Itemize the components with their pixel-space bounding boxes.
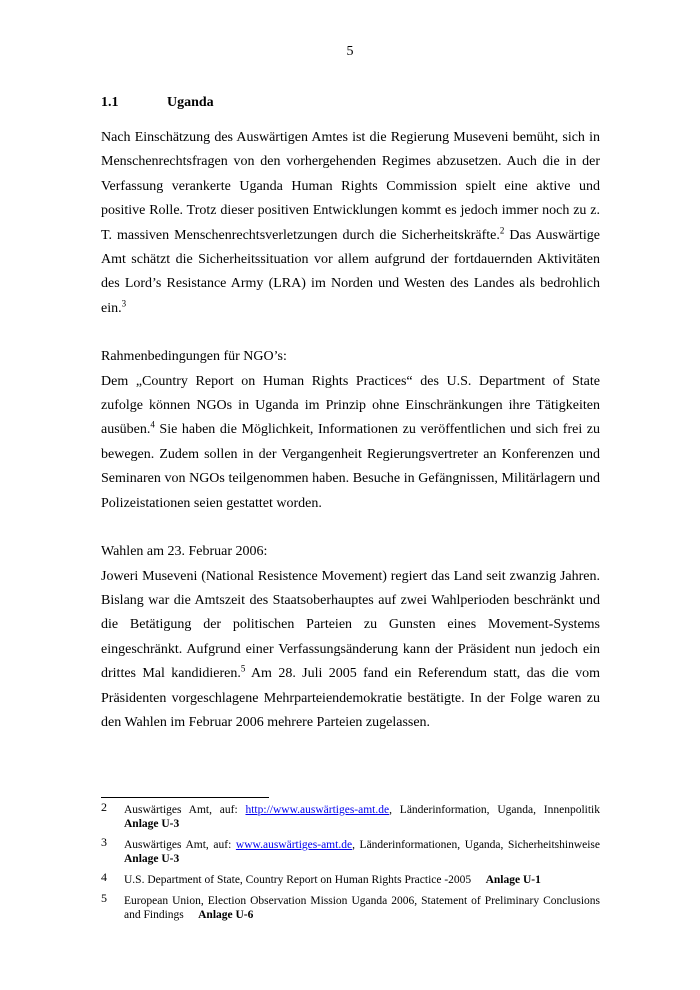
footnote-ref-4[interactable]: 4 (150, 419, 155, 430)
subheading-ngo: Rahmenbedingungen für NGO’s: (101, 349, 287, 365)
footnote-text-post: , Länderinformationen, Uganda, Sicherheitshinweise (352, 839, 600, 851)
footnote-link[interactable]: www.auswärtiges-amt.de (235, 839, 353, 851)
paragraph-elections-text: Joweri Museveni (National Resistence Movement) regiert das Land seit zwanzig Jahren. Bislang war die Amtszeit des Staatsoberhauptes auf zwei Wahlperioden beschränkt und die Betätigung der politischen Parteien zu Gunsten eines Movement-Systems eingeschränkt. Aufgrund einer Verfassungsänderung kann der Präsident nun jedoch ein drittes Mal kandidieren. (101, 568, 600, 682)
paragraph-intro-text: Nach Einschätzung des Auswärtigen Amtes ist die Regierung Museveni bemüht, sich in Menschenrechtsfragen von den vorhergehenden Regimes abzusetzen. Auch die in der Verfassung verankerte Uganda Human Rights Commission spielt eine aktive und positive Rolle. Trotz dieser positiven Entwicklungen kommt es jedoch immer noch zu z. T. massiven Menschenrechtsverletzungen durch die Sicherheitskräfte. (101, 130, 600, 243)
paragraph-intro-text-2: Das Auswärtige Amt schätzt die Sicherheitssituation vor allem aufgrund der fortdauernden Aktivitäten des Lord’s Resistance Army (LRA) im Norden und Westen des Landes als bedrohlich ein. (101, 227, 600, 316)
footnote-annex: Anlage U-3 (124, 818, 180, 830)
section-number: 1.1 (101, 95, 119, 110)
page-number: 5 (346, 44, 354, 59)
footnote-text-post: , Länderinformation, Uganda, Innenpolitik (389, 804, 600, 816)
footnotes (101, 800, 603, 929)
footnote-text: Auswärtiges Amt, auf: (124, 804, 246, 816)
footnote-ref-5[interactable]: 5 (240, 663, 246, 674)
footnote-number: 4 (101, 870, 107, 884)
paragraph-ngo (101, 370, 600, 516)
footnote-text: Auswärtiges Amt, auf: (124, 839, 236, 851)
footnote-link[interactable]: http://www.auswärtiges-amt.de (245, 804, 390, 816)
footnote-annex: Anlage U-6 (198, 909, 254, 921)
footnote-text: U.S. Department of State, Country Report on Human Rights Practice -2005 (124, 874, 486, 886)
paragraph-elections-text-2: Am 28. Juli 2005 fand ein Referendum statt, das die vom Präsidenten vorgeschlagene Mehrparteiendemokratie bestätigte. In der Folge waren zu den Wahlen im Februar 2006 mehrere Parteien zugelassen. (101, 666, 600, 730)
footnote-annex: Anlage U-1 (485, 874, 541, 886)
footnote-number: 3 (101, 835, 107, 849)
footnote-ref-2[interactable]: 2 (499, 224, 505, 235)
paragraph-intro (101, 126, 600, 321)
section-title: Uganda (167, 95, 214, 110)
footnote-divider (101, 797, 269, 798)
footnote-3 (101, 835, 600, 866)
paragraph-ngo-text: Dem „Country Report on Human Rights Practices“ des U.S. Department of State zufolge können NGOs in Uganda im Prinzip ohne Einschränkungen ihre Tätigkeiten ausüben. (101, 373, 600, 438)
main-content (101, 92, 600, 735)
subheading-elections: Wahlen am 23. Februar 2006: (101, 544, 268, 560)
footnote-5 (101, 891, 603, 922)
paragraph-ngo-text-2: Sie haben die Möglichkeit, Informationen zu veröffentlichen und sich frei zu bewegen. Zudem sollen in der Vergangenheit Regierungsvertreter an Konferenzen und Seminaren von NGOs teilgenommen haben. Besuche in Gefängnissen, Militärlagern und Polizeistationen seien gestattet worden. (101, 422, 600, 511)
section-heading (101, 92, 600, 114)
footnote-4 (101, 870, 600, 887)
footnote-annex: Anlage U-3 (124, 853, 180, 865)
footnote-text: European Union, Election Observation Mission Uganda 2006, Statement of Preliminary Conclusions and Findings (124, 895, 603, 921)
footnote-number: 2 (101, 800, 107, 814)
footnote-number: 5 (101, 891, 107, 905)
paragraph-elections (101, 565, 600, 736)
footnote-2 (101, 800, 600, 831)
footnote-ref-3[interactable]: 3 (121, 298, 127, 309)
